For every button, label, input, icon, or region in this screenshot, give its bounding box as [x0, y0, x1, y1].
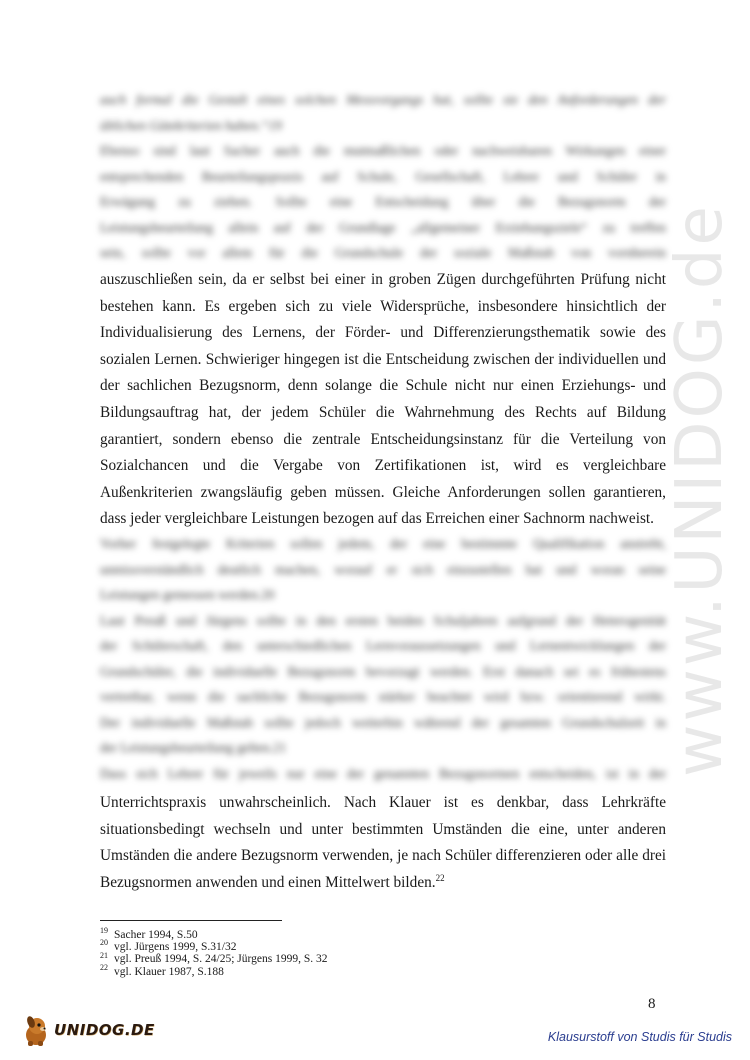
text-line: Leistungen gemessen werden.20: [100, 587, 275, 602]
text-line: bestehen kann. Es ergeben sich zu viele Widersprüche, insbesondere hinsichtlich der: [100, 297, 666, 315]
unidog-logo[interactable]: [22, 1012, 155, 1048]
text-line: [100, 870, 666, 897]
main-paragraph: [100, 267, 666, 533]
logo-text: UNIDOG.DE: [54, 1021, 155, 1039]
footnote-text: vgl. Klauer 1987, S.188: [114, 965, 224, 978]
text-line: Der individuelle Maßstab sollte jedoch weiterhin während der gesamten Grundschulzeit in: [100, 714, 666, 730]
text-line: unmissverständlich deutlich machen, worauf er sich einzustellen hat und woran seine: [100, 561, 666, 577]
text-line: der Leistungsbeurteilung gelten.21: [100, 740, 287, 755]
text-line: auch formal die Gestalt eines solchen Messvorgangs hat, sollte sie den Anforderungen der: [100, 92, 666, 107]
blurred-top-text: [100, 87, 666, 266]
text-line: Ebenso sind laut Sacher auch die mutmaßlichen oder nachweisbaren Wirkungen einer: [100, 143, 666, 158]
text-line: sozialen Lernen. Schwieriger hingegen ist die Entscheidung zwischen der individuellen und: [100, 350, 666, 368]
text-line: Laut Preuß und Jürgens sollte in den ersten beiden Schuljahren aufgrund der Heterogenität: [100, 612, 666, 628]
footnote-reference[interactable]: 22: [435, 872, 445, 883]
text-line: der sachlichen Bezugsnorm, denn solange die Schule nicht nur einen Erziehungs- und: [100, 377, 666, 395]
text-line: der Schülerschaft, den unterschiedlichen Lernvoraussetzungen und Lernentwicklungen der: [100, 638, 666, 653]
closing-paragraph: [100, 790, 666, 896]
text-line: Individualisierung des Lernens, der Förder- und Differenzierungsthematik sowie des: [100, 324, 666, 342]
footnote: 22 vgl. Klauer 1987, S.188: [100, 962, 224, 978]
text-line: situationsbedingt wechseln und unter bestimmten Umständen die eine, unter anderen: [100, 820, 666, 838]
text-line: dass jeder vergleichbare Leistungen bezogen auf das Erreichen einer Sachnorm nachweist.: [100, 510, 654, 528]
text-line: üblichen Gütekriterien haben.“19: [100, 117, 282, 133]
watermark-text: www.UNIDOG.de: [663, 203, 737, 777]
text-line: Umständen die andere Bezugsnorm verwenden, je nach Schüler differenzieren oder alle drei: [100, 847, 666, 865]
text-line: Vorher festgelegte Kriterien sollen jedem, der eine bestimmte Qualifikation anstrebt,: [100, 536, 666, 551]
text-line: Erwägung zu ziehen. Sollte eine Entscheidung über die Bezugsnorm der: [100, 194, 666, 209]
footnote: 21 vgl. Preuß 1994, S. 24/25; Jürgens 1999, S. 32: [100, 950, 328, 966]
text-line: vertretbar, wenn die sachliche Bezugsnorm stärker beachtet wird bzw. orientierend wirkt.: [100, 689, 666, 704]
footnote-text: vgl. Preuß 1994, S. 24/25; Jürgens 1999, S. 32: [114, 953, 328, 966]
footnote-text: vgl. Jürgens 1999, S.31/32: [114, 941, 237, 954]
blurred-middle-text: [100, 531, 666, 786]
text-line: Unterrichtspraxis unwahrscheinlich. Nach Klauer ist es denkbar, dass Lehrkräfte: [100, 794, 666, 811]
text-line: entsprechenden Beurteilungspraxis auf Schule, Gesellschaft, Lehrer und Schüler in: [100, 168, 666, 184]
slogan: Klausurstoff von Studis für Studis: [547, 1030, 732, 1044]
footnote: 20 vgl. Jürgens 1999, S.31/32: [100, 938, 237, 954]
text-line: sein, sollte vor allem für die Grundschule der soziale Maßstab von vornherein: [100, 245, 666, 260]
text-line: Leistungsbeurteilung allein auf der Grundlage „allgemeiner Erziehungsziele“ zu treffen: [100, 219, 666, 235]
footnote-text: Sacher 1994, S.50: [114, 929, 198, 941]
text-line: Dass sich Lehrer für jeweils nur eine der genannten Bezugsnormen entscheiden, ist in der: [100, 765, 666, 781]
text-line-content: Bezugsnormen anwenden und einen Mittelwert bilden.: [100, 873, 436, 891]
text-line: auszuschließen sein, da er selbst bei einer in groben Zügen durchgeführten Prüfung nicht: [100, 271, 666, 288]
text-line: Grundschüler, die individuelle Bezugsnorm bevorzugt werden. Erst danach sei es frühestens: [100, 663, 666, 679]
footnote-divider: [100, 920, 282, 921]
footnotes: [100, 926, 500, 978]
page-number: 8: [648, 996, 656, 1012]
dog-mascot-icon: [22, 1013, 52, 1047]
text-line: Außenkriterien zwangsläufig geben müssen. Gleiche Anforderungen sollen garantieren,: [100, 483, 666, 501]
text-line: garantiert, sondern ebenso die zentrale Entscheidungsinstanz für die Verteilung von: [100, 430, 666, 448]
text-line: Bildungsauftrag hat, der jedem Schüler die Wahrnehmung des Rechts auf Bildung: [100, 403, 666, 421]
footnote: 19 Sacher 1994, S.50: [100, 926, 198, 941]
text-line: Sozialchancen und die Vergabe von Zertifikationen ist, wird es vergleichbare: [100, 457, 666, 475]
